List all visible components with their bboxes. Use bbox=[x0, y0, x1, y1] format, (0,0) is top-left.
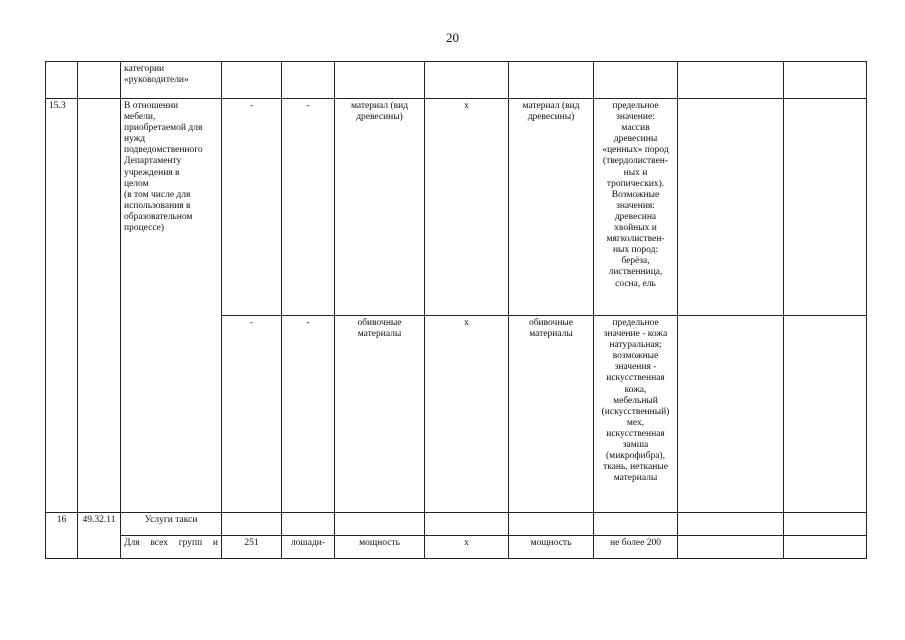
cell-approved-value bbox=[425, 513, 509, 536]
requirements-table bbox=[45, 61, 867, 559]
cell-extra-1 bbox=[678, 513, 784, 536]
cell-characteristic bbox=[335, 513, 425, 536]
cell-characteristic-2: обивочные материалы bbox=[509, 316, 594, 513]
cell-value bbox=[594, 62, 678, 99]
cell-okei-name: - bbox=[282, 316, 335, 513]
cell-characteristic bbox=[335, 62, 425, 99]
cell-code bbox=[78, 99, 121, 513]
cell-approved-value: x bbox=[425, 99, 509, 316]
cell-extra-1 bbox=[678, 316, 784, 513]
cell-value: предельное значение - кожа натуральная; возможные значения - искусственная кожа, мебельный (искусственный) мех, искусственная замша (микрофибра), ткань, нетканые материалы bbox=[594, 316, 678, 513]
cell-approved-value: x bbox=[425, 316, 509, 513]
cell-okei-code: - bbox=[222, 316, 282, 513]
cell-name: Для всех групп и bbox=[121, 536, 222, 559]
table-row-16 bbox=[46, 513, 867, 536]
cell-approved-value bbox=[425, 62, 509, 99]
cell-okei-code: - bbox=[222, 99, 282, 316]
cell-approved-value: x bbox=[425, 536, 509, 559]
cell-extra-2 bbox=[784, 99, 867, 316]
cell-characteristic: материал (вид древесины) bbox=[335, 99, 425, 316]
table-row-continued bbox=[46, 62, 867, 99]
cell-name: В отношении мебели, приобретаемой для нужд подведомственного Департаменту учреждения в целом (в том числе для использования в образовательном процессе) bbox=[121, 99, 222, 513]
cell-name: Услуги такси bbox=[121, 513, 222, 536]
cell-okei-code bbox=[222, 513, 282, 536]
cell-num: 16 bbox=[46, 513, 78, 559]
cell-okei-name bbox=[282, 513, 335, 536]
table-row-15-3 bbox=[46, 99, 867, 316]
cell-num: 15.3 bbox=[46, 99, 78, 513]
cell-characteristic-2: материал (вид древесины) bbox=[509, 99, 594, 316]
cell-extra-1 bbox=[678, 62, 784, 99]
cell-extra-1 bbox=[678, 536, 784, 559]
cell-num bbox=[46, 62, 78, 99]
cell-okei-code: 251 bbox=[222, 536, 282, 559]
cell-characteristic-2 bbox=[509, 513, 594, 536]
cell-extra-2 bbox=[784, 62, 867, 99]
cell-characteristic-2: мощность bbox=[509, 536, 594, 559]
cell-okei-name bbox=[282, 62, 335, 99]
page-number: 20 bbox=[446, 30, 459, 45]
cell-okei-code bbox=[222, 62, 282, 99]
cell-extra-2 bbox=[784, 513, 867, 536]
table-row-16-sub bbox=[46, 536, 867, 559]
cell-extra-2 bbox=[784, 536, 867, 559]
cell-characteristic: обивочные материалы bbox=[335, 316, 425, 513]
cell-code bbox=[78, 62, 121, 99]
cell-extra-1 bbox=[678, 99, 784, 316]
cell-okei-name: - bbox=[282, 99, 335, 316]
cell-code: 49.32.11 bbox=[78, 513, 121, 559]
cell-value bbox=[594, 513, 678, 536]
cell-extra-2 bbox=[784, 316, 867, 513]
cell-name: категории «руководители» bbox=[121, 62, 222, 99]
cell-okei-name: лошади- bbox=[282, 536, 335, 559]
cell-characteristic: мощность bbox=[335, 536, 425, 559]
cell-value: предельное значение: массив древесины «ценных» пород (твердолиствен- ных и тропических). Возможные значения: древесина хвойных и мягколиствен- ных пород: берёза, лиственница, сосна, ель bbox=[594, 99, 678, 316]
cell-value: не более 200 bbox=[594, 536, 678, 559]
cell-characteristic-2 bbox=[509, 62, 594, 99]
